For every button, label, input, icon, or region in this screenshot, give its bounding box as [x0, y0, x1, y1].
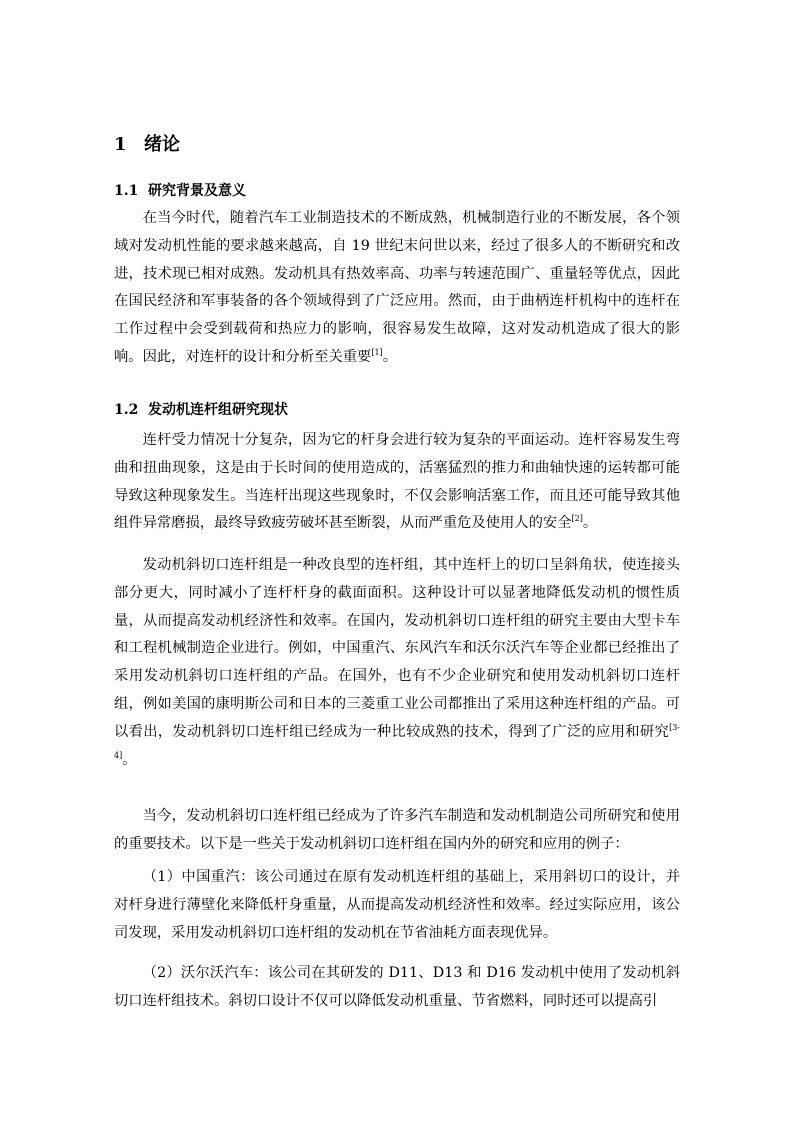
paragraph-end: 。	[122, 751, 137, 768]
section-title-text: 发动机连杆组研究现状	[148, 402, 288, 418]
chapter-number: 1	[114, 134, 127, 155]
section-number: 1.1	[114, 183, 139, 199]
section-number: 1.2	[114, 402, 139, 418]
citation-ref: [2]	[571, 514, 583, 524]
paragraph-text: 在当今时代，随着汽车工业制造技术的不断成熟，机械制造行业的不断发展，各个领域对发动机性能的要求越来越高，自 19 世纪末问世以来，经过了很多人的不断研究和改进，技术现已相对成熟。发动机具有热效率高、功率与转速范围广、重量轻等优点，因此在国民经济和军事装备的各个领域得到了广泛应用。然而，由于曲柄连杆机构中的连杆在工作过程中会受到载荷和热应力的影响，很容易发生故障，这对发动机造成了很大的影响。因此，对连杆的设计和分析至关重要	[114, 210, 680, 365]
paragraph-text: 连杆受力情况十分复杂，因为它的杆身会进行较为复杂的平面运动。连杆容易发生弯曲和扭曲现象，这是由于长时间的使用造成的，活塞猛烈的推力和曲轴快速的运转都可能导致这种现象发生。当连杆出现这些现象时，不仅会影响活塞工作，而且还可能导致其他组件异常磨损，最终导致疲劳破坏甚至断裂，从而严重危及使用人的安全	[114, 432, 680, 532]
citation-ref: [1]	[371, 347, 383, 357]
paragraph-current-status	[114, 803, 680, 859]
paragraph-example-sinotruk	[114, 864, 680, 947]
section-heading-1-2	[114, 400, 288, 420]
citation-ref: [3-4]	[114, 722, 680, 760]
paragraph-oblique-cut-rod	[114, 552, 680, 774]
section-heading-1-1	[114, 181, 246, 201]
paragraph-text: 发动机斜切口连杆组是一种改良型的连杆组，其中连杆上的切口呈斜角状，使连接头部分更大，同时减小了连杆杆身的截面面积。这种设计可以显著地降低发动机的惯性质量，从而提高发动机经济性和效率。在国内，发动机斜切口连杆组的研究主要由大型卡车和工程机械制造企业进行。例如，中国重汽、东风汽车和沃尔沃汽车等企业都已经推出了采用发动机斜切口连杆组的产品。在国外，也有不少企业研究和使用发动机斜切口连杆组，例如美国的康明斯公司和日本的三菱重工业公司都推出了采用这种连杆组的产品。可以看出，发动机斜切口连杆组已经成为一种比较成熟的技术，得到了广泛的应用和研究	[114, 557, 680, 740]
paragraph-connecting-rod-stress	[114, 427, 680, 538]
chapter-heading	[114, 132, 180, 158]
chapter-title-text: 绪论	[144, 134, 180, 155]
paragraph-text: 当今，发动机斜切口连杆组已经成为了许多汽车制造和发动机制造公司所研究和使用的重要技术。以下是一些关于发动机斜切口连杆组在国内外的研究和应用的例子：	[114, 808, 680, 852]
paragraph-example-volvo	[114, 960, 680, 1016]
section-title-text: 研究背景及意义	[148, 183, 246, 199]
paragraph-end: 。	[382, 348, 397, 365]
paragraph-text: （2）沃尔沃汽车：该公司在其研发的 D11、D13 和 D16 发动机中使用了发动机斜切口连杆组技术。斜切口设计不仅可以降低发动机重量、节省燃料，同时还可以提高引	[114, 965, 680, 1009]
paragraph-text: （1）中国重汽：该公司通过在原有发动机连杆组的基础上，采用斜切口的设计，并对杆身进行薄壁化来降低杆身重量，从而提高发动机经济性和效率。经过实际应用，该公司发现，采用发动机斜切口连杆组的发动机在节省油耗方面表现优异。	[114, 869, 680, 941]
paragraph-end: 。	[582, 515, 598, 532]
paragraph-background	[114, 205, 680, 372]
